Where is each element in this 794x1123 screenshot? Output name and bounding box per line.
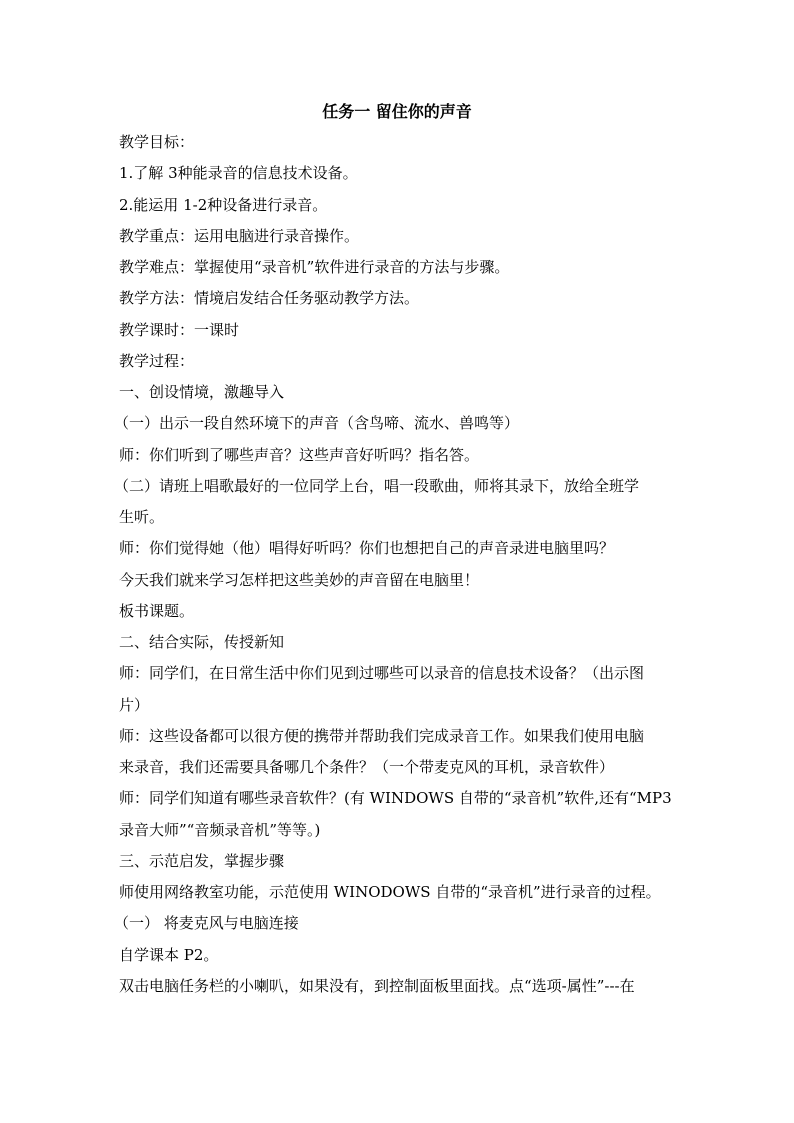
text-line: 教学难点：掌握使用“录音机”软件进行录音的方法与步骤。 — [119, 258, 510, 276]
text-line: 生听。 — [119, 508, 165, 526]
text-line: 教学过程： — [119, 352, 195, 370]
text-line: （一）出示一段自然环境下的声音（含鸟啼、流水、兽鸣等） — [114, 414, 520, 432]
text-line: 今天我们就来学习怎样把这些美妙的声音留在电脑里！ — [119, 571, 480, 589]
document-title: 任务一 留住你的声音 — [322, 102, 472, 121]
text-line: （二）请班上唱歌最好的一位同学上台，唱一段歌曲，师将其录下，放给全班学 — [114, 477, 640, 495]
text-line: 教学课时：一课时 — [119, 321, 240, 339]
text-line: 来录音，我们还需要具备哪几个条件？（一个带麦克风的耳机，录音软件） — [119, 758, 615, 776]
section-heading: 二、结合实际，传授新知 — [119, 633, 285, 651]
text-line: 师使用网络教室功能，示范使用 WINODOWS 自带的“录音机”进行录音的过程。 — [119, 883, 661, 901]
text-line: 师：同学们，在日常生活中你们见到过哪些可以录音的信息技术设备？（出示图 — [119, 664, 645, 682]
text-line: 双击电脑任务栏的小喇叭，如果没有，到控制面板里面找。点“选项-属性”---在 — [119, 977, 635, 995]
text-line: （一） 将麦克风与电脑连接 — [114, 914, 299, 932]
text-line: 师：同学们知道有哪些录音软件？(有 WINDOWS 自带的“录音机”软件,还有“MP3 — [119, 789, 672, 807]
text-line: 师：你们觉得她（他）唱得好听吗？你们也想把自己的声音录进电脑里吗？ — [119, 539, 615, 557]
text-line: 片） — [119, 696, 150, 714]
text-line: 师：你们听到了哪些声音？这些声音好听吗？指名答。 — [119, 446, 480, 464]
text-line: 录音大师”“音频录音机”等等。) — [119, 821, 321, 839]
text-line: 板书课题。 — [119, 602, 195, 620]
text-line: 教学重点：运用电脑进行录音操作。 — [119, 227, 360, 245]
section-heading: 三、示范启发，掌握步骤 — [119, 852, 285, 870]
section-heading: 一、创设情境，激趣导入 — [119, 383, 285, 401]
text-line: 师：这些设备都可以很方便的携带并帮助我们完成录音工作。如果我们使用电脑 — [119, 727, 645, 745]
text-line: 1.了解 3种能录音的信息技术设备。 — [119, 164, 358, 182]
text-line: 教学目标： — [119, 133, 195, 151]
text-line: 自学课本 P2。 — [119, 946, 219, 964]
text-line: 教学方法：情境启发结合任务驱动教学方法。 — [119, 289, 420, 307]
text-line: 2.能运用 1-2种设备进行录音。 — [119, 196, 328, 214]
